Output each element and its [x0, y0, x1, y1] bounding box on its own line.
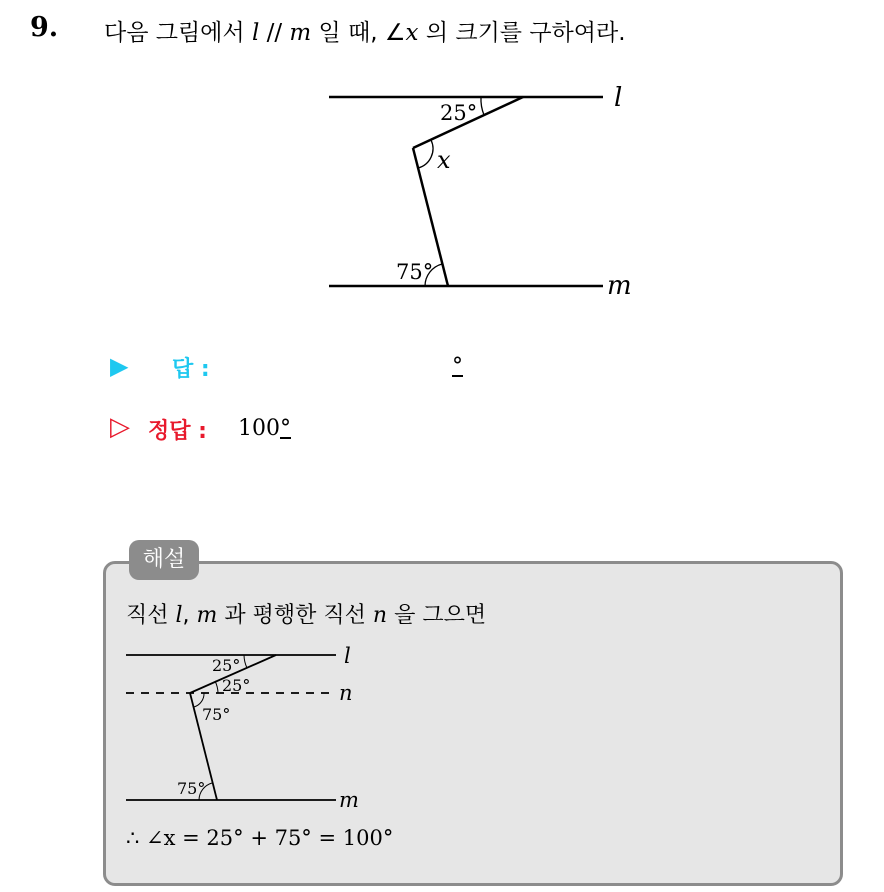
sol-arc-n-upper	[215, 681, 218, 693]
parallel-symbol: //	[259, 20, 290, 46]
var-m: m	[289, 20, 312, 46]
angle-75: 75°	[396, 260, 434, 284]
sol-angle-n-upper: 25°	[222, 676, 251, 695]
sol-label-m: m	[339, 788, 359, 812]
sol-text-b: ,	[182, 603, 197, 628]
answer-marker-icon: ▶	[110, 352, 129, 380]
sol-text-c: 과 평행한 직선	[217, 603, 373, 628]
answer-input-unit[interactable]: °	[452, 354, 463, 379]
sol-text-d: 을 그으면	[387, 603, 487, 628]
angle-x: x	[437, 146, 451, 174]
label-l: l	[614, 83, 623, 113]
question-text-mid: 일 때, ∠	[311, 20, 406, 46]
correct-answer-unit: °	[280, 416, 291, 441]
sol-var-n: n	[372, 603, 388, 628]
var-l: l	[251, 20, 260, 46]
correct-marker-icon: ▷	[110, 412, 130, 442]
question-text-suffix: 의 크기를 구하여라.	[418, 20, 626, 46]
solution-tab: 해설	[129, 540, 199, 580]
angle-25: 25°	[440, 101, 478, 125]
correct-answer-label: 정답 :	[148, 419, 207, 444]
sol-label-l: l	[344, 644, 351, 668]
sol-var-m: m	[196, 603, 218, 628]
sol-angle-bottom: 75°	[177, 779, 206, 798]
sol-angle-n-lower: 75°	[202, 705, 231, 724]
answer-label: 답 :	[172, 357, 210, 382]
question-number: 9.	[30, 12, 59, 43]
sol-var-l: l	[175, 603, 183, 628]
sol-angle-top: 25°	[212, 656, 241, 675]
var-x: x	[405, 20, 419, 46]
question-text-prefix: 다음 그림에서	[104, 20, 252, 46]
sol-arc-top	[244, 655, 247, 668]
correct-answer-number: 100	[238, 416, 280, 441]
label-m: m	[607, 271, 632, 301]
solution-conclusion: ∴ ∠x = 25° + 75° = 100°	[126, 826, 394, 850]
sol-label-n: n	[339, 681, 353, 705]
sol-text-a: 직선	[126, 603, 176, 628]
